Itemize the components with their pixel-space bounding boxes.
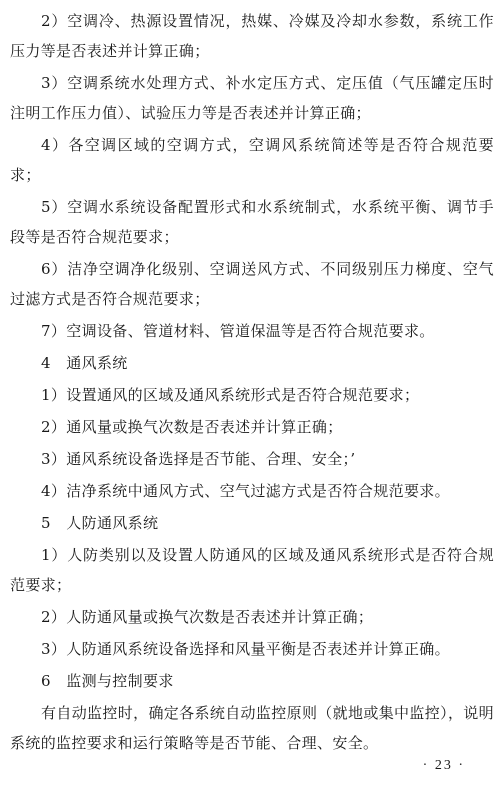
section-heading-monitoring: 6 监测与控制要求 — [41, 672, 174, 690]
list-item-ac-zones: 4）各空调区域的空调方式，空调风系统简述等是否符合规范要求； — [10, 136, 494, 184]
list-item-ac-equipment: 7）空调设备、管道材料、管道保温等是否符合规范要求。 — [41, 322, 435, 340]
list-item-water-treatment: 3）空调系统水处理方式、补水定压方式、定压值（气压罐定压时注明工作压力值）、试验压力等是否表述并计算正确； — [10, 74, 494, 122]
list-item-ventilation-equipment: 3）通风系统设备选择是否节能、合理、安全；’ — [41, 450, 356, 468]
list-item-civil-defense-equipment: 3）人防通风系统设备选择和风量平衡是否表述并计算正确。 — [41, 640, 450, 658]
list-item-water-system: 5）空调水系统设备配置形式和水系统制式，水系统平衡、调节手段等是否符合规范要求； — [10, 198, 494, 246]
document-page — [10, 6, 494, 760]
list-item-ventilation-rate: 2）通风量或换气次数是否表述并计算正确； — [41, 418, 343, 436]
section-heading-ventilation: 4 通风系统 — [41, 354, 128, 372]
list-item-civil-defense-rate: 2）人防通风量或换气次数是否表述并计算正确； — [41, 608, 374, 626]
list-item-hvac-source: 2）空调冷、热源设置情况，热媒、冷媒及冷却水参数，系统工作压力等是否表述并计算正确； — [10, 12, 494, 60]
paragraph-monitoring: 有自动监控时，确定各系统自动监控原则（就地或集中监控），说明系统的监控要求和运行策略等是否节能、合理、安全。 — [10, 704, 495, 752]
section-heading-civil-defense: 5 人防通风系统 — [41, 514, 159, 532]
list-item-clean-ventilation: 4）洁净系统中通风方式、空气过滤方式是否符合规范要求。 — [41, 482, 450, 500]
list-item-clean-ac: 6）洁净空调净化级别、空调送风方式、不同级别压力梯度、空气过滤方式是否符合规范要求； — [10, 260, 494, 308]
list-item-civil-defense-type: 1）人防类别以及设置人防通风的区域及通风系统形式是否符合规范要求； — [10, 546, 494, 594]
list-item-ventilation-zones: 1）设置通风的区域及通风系统形式是否符合规范要求； — [41, 386, 420, 404]
page-number: · 23 · — [422, 758, 465, 773]
